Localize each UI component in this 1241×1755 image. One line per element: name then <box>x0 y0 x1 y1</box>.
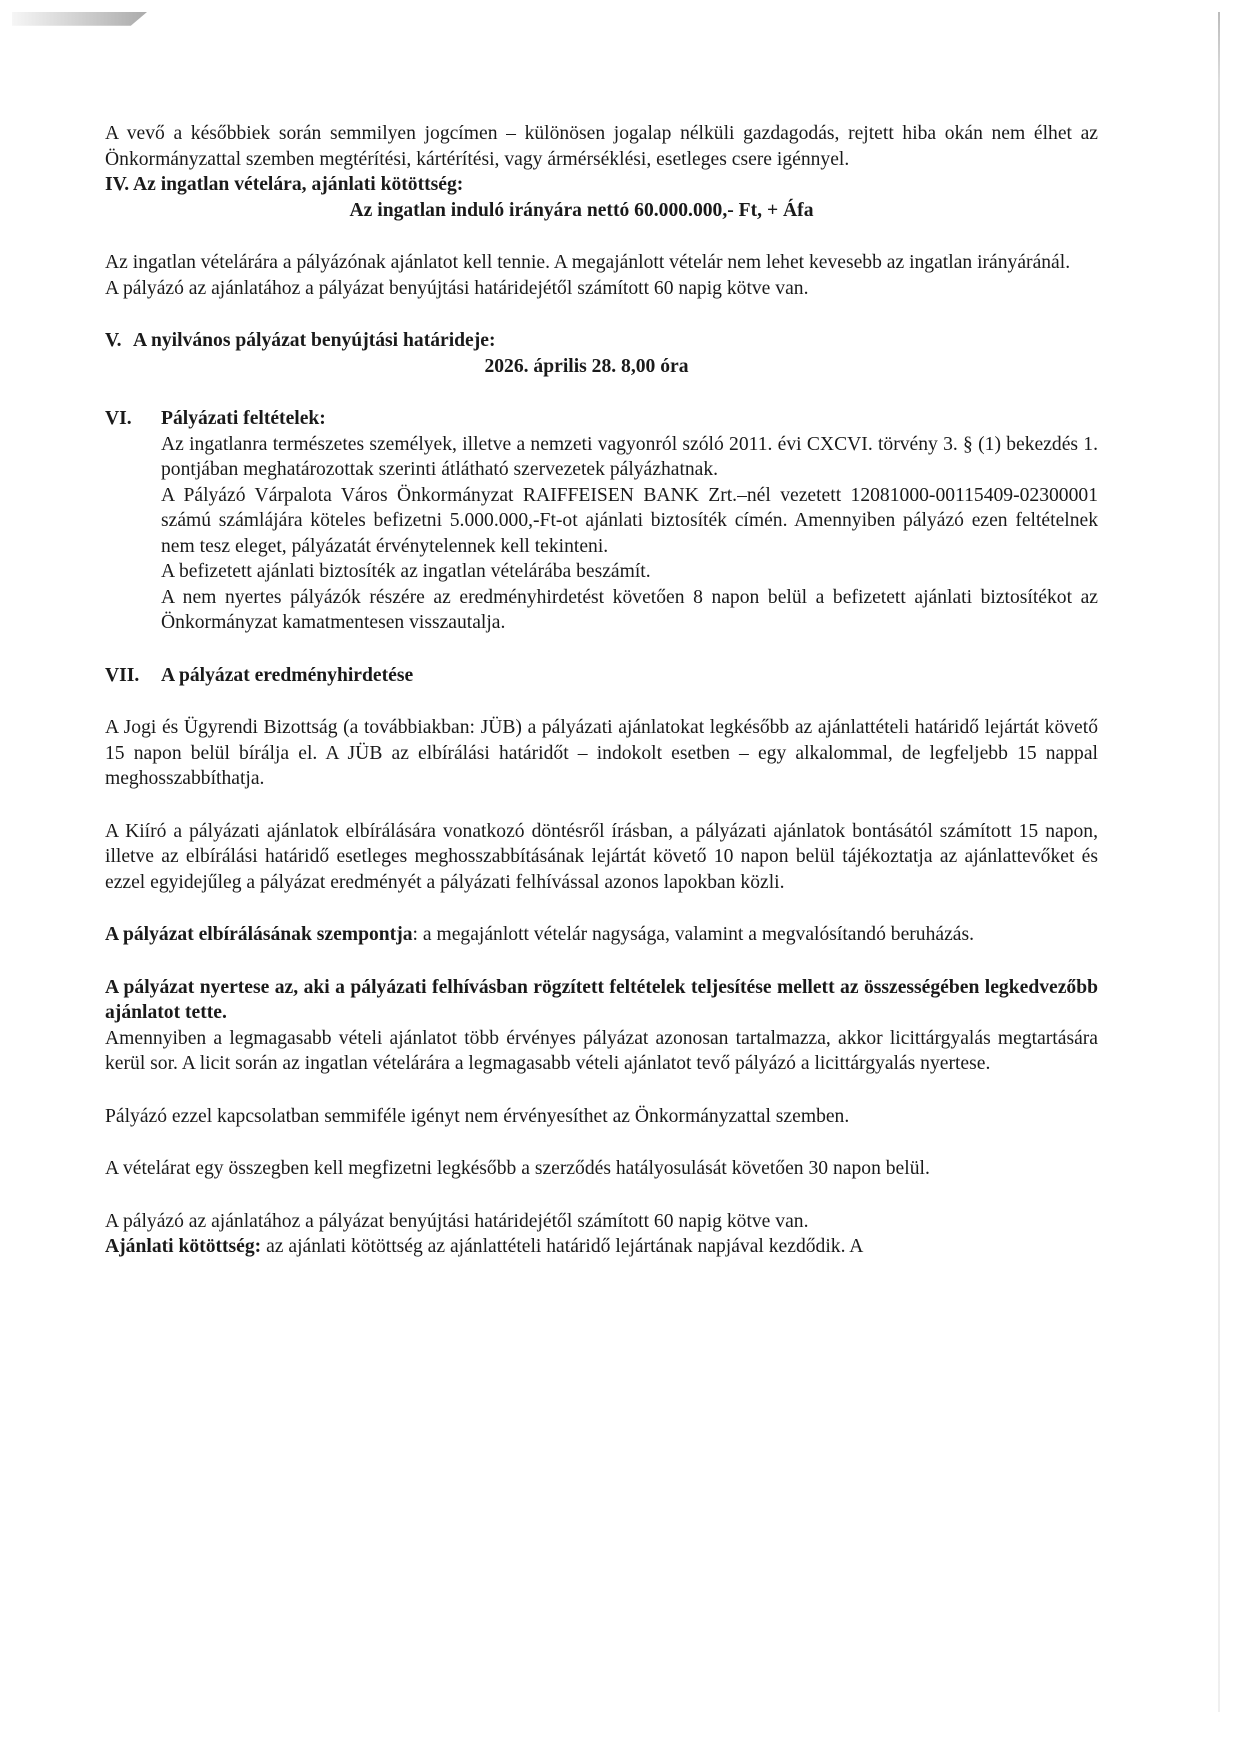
section-number: V. <box>105 330 122 351</box>
offer-binding-paragraph <box>105 1234 1098 1260</box>
section-title: A nyilvános pályázat benyújtási határideje: <box>133 330 496 351</box>
kiiro-paragraph: A Kiíró a pályázati ajánlatok elbírálására vonatkozó döntésről írásban, a pályázati ajánlatok bontásától számított 15 napon, illetve az elbírálási határidő esetleges meghosszabbításának lejártát követő 10 napon belül tájékoztatja az ajánlattevőket és ezzel egyidejűleg a pályázat eredményét a pályázati felhívással azonos lapokban közli. <box>105 820 1098 893</box>
section-v-heading <box>105 328 1098 354</box>
section-vii-heading <box>105 663 1098 689</box>
document-page <box>105 121 1098 1260</box>
binding-paragraph: A pályázó az ajánlatához a pályázat benyújtási határidejétől számított 60 napig kötve van. <box>105 1210 809 1232</box>
condition-paragraph: Az ingatlanra természetes személyek, illetve a nemzeti vagyonról szóló 2011. évi CXCVI. törvény 3. § (1) bekezdés 1. pontjában meghatározottak szerinti átlátható szervezetek pályázhatnak. <box>161 433 1098 480</box>
jub-paragraph: A Jogi és Ügyrendi Bizottság (a továbbiakban: JÜB) a pályázati ajánlatokat legkésőbb az ajánlattételi határidő lejártát követő 15 napon belül bírálja el. A JÜB az elbírálási határidőt – indokolt esetben – egy alkalommal, de legfeljebb 15 nappal meghosszabbíthatja. <box>105 717 1098 789</box>
scan-edge-line <box>1218 12 1220 1712</box>
section-iv-paragraph: A pályázó az ajánlatához a pályázat benyújtási határidejétől számított 60 napig kötve van. <box>105 277 809 299</box>
binding-text: az ajánlati kötöttség az ajánlattételi határidő lejártának napjával kezdődik. A <box>261 1236 864 1257</box>
condition-paragraph: A nem nyertes pályázók részére az eredményhirdetést követően 8 napon belül a befizetett ajánlati biztosítékot az Önkormányzat kamatmentesen visszautalja. <box>161 586 1098 633</box>
winner-statement: A pályázat nyertese az, aki a pályázati felhívásban rögzített feltételek teljesítése mellett az összességében legkedvezőbb ajánlatot tette. <box>105 976 1098 1023</box>
section-number: VI. <box>105 408 132 429</box>
intro-paragraph: A vevő a későbbiek során semmilyen jogcímen – különösen jogalap nélküli gazdagodás, rejtett hiba okán nem élhet az Önkormányzattal szemben megtérítési, kártérítési, vagy ármérséklési, esetleges csere igénnyel. <box>105 123 1098 170</box>
binding-label: Ajánlati kötöttség: <box>105 1236 262 1257</box>
criteria-label: A pályázat elbírálásának szempontja <box>105 924 413 945</box>
section-title: A pályázat eredményhirdetése <box>161 664 414 686</box>
no-claim-paragraph: Pályázó ezzel kapcsolatban semmiféle igényt nem érvényesíthet az Önkormányzattal szemben. <box>105 1105 850 1127</box>
starting-price: Az ingatlan induló irányára nettó 60.000.000,- Ft, + Áfa <box>349 199 814 221</box>
payment-paragraph: A vételárat egy összegben kell megfizetni legkésőbb a szerződés hatályosulását követően 30 napon belül. <box>105 1158 930 1179</box>
criteria-text: : a megajánlott vételár nagysága, valamint a megvalósítandó beruházás. <box>412 924 975 945</box>
section-iv-heading: IV. Az ingatlan vételára, ajánlati kötöttség: <box>105 174 464 195</box>
section-iv-paragraph: Az ingatlan vételárára a pályázónak ajánlatot kell tennie. A megajánlott vételár nem lehet kevesebb az ingatlan irányáránál. <box>105 252 1071 273</box>
section-vi-heading <box>105 406 1098 432</box>
submission-deadline: 2026. április 28. 8,00 óra <box>484 355 689 377</box>
condition-paragraph: A Pályázó Várpalota Város Önkormányzat RAIFFEISEN BANK Zrt.–nél vezetett 12081000-00115409-02300001 számú számlájára köteles befizetni 5.000.000,-Ft-ot ajánlati biztosíték címén. Amennyiben pályázó ezen feltételnek nem tesz eleget, pályázatát érvénytelennek kell tekinteni. <box>161 484 1098 557</box>
section-title: Pályázati feltételek: <box>161 408 326 429</box>
section-number: VII. <box>105 664 140 686</box>
condition-paragraph: A befizetett ajánlati biztosíték az ingatlan vételárába beszámít. <box>161 561 651 582</box>
auction-paragraph: Amennyiben a legmagasabb vételi ajánlatot több érvényes pályázat azonosan tartalmazza, akkor licittárgyalás megtartására kerül sor. A licit során az ingatlan vételárára a legmagasabb vételi ajánlatot tevő pályázó a licittárgyalás nyertese. <box>105 1027 1098 1074</box>
scan-corner-artifact <box>12 12 147 58</box>
evaluation-criteria <box>105 922 1098 948</box>
